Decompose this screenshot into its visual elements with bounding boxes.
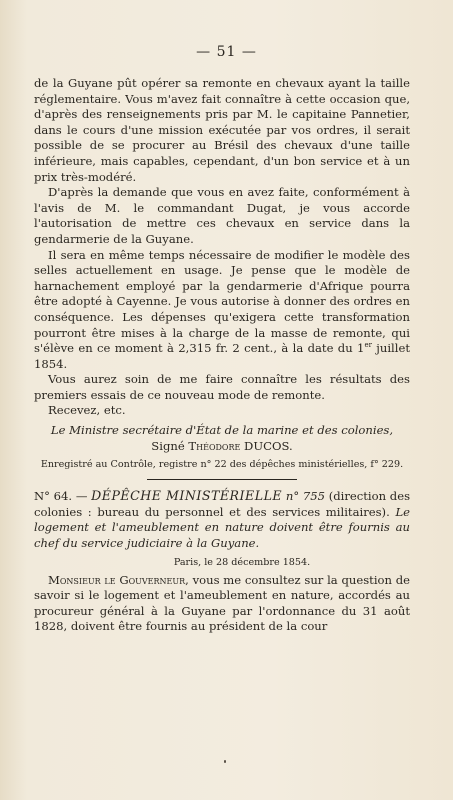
- closing-line: Recevez, etc.: [48, 403, 126, 418]
- signature-title: Le Ministre secrétaire d'État de la marine et des colonies,: [50, 423, 394, 438]
- paragraph-3: [34, 248, 410, 373]
- ordinal-superscript: er: [364, 341, 372, 350]
- text-body: [34, 76, 410, 635]
- paragraph-2: D'après la demande que vous en avez faite, conformément à l'avis de M. le commandant Dugat, je vous accorde l'autorisation de mettre ces chevaux en service dans la gendarmerie de la Guyane.: [34, 185, 410, 246]
- dispatch-date: Paris, le 28 décembre 1854.: [173, 556, 311, 568]
- registration-note: Enregistré au Contrôle, registre n° 22 des dépêches ministérielles, f° 229.: [40, 459, 404, 471]
- dispatch-body: [34, 573, 410, 635]
- dispatch-direction: (direction des colonies : bureau du personnel et des services militaires).: [34, 489, 411, 519]
- section-divider: [147, 479, 297, 480]
- dispatch-subject: Le logement et l'ameublement en nature doivent être fournis au chef du service judiciaire à la Guyane.: [34, 504, 411, 551]
- paragraph-1: de la Guyane pût opérer sa remonte en chevaux ayant la taille réglementaire. Vous m'avez fait connaître à cette occasion que, d'après des renseignements pris par M. le capitaine Pannetier, dans le cours d'une mission exécutée par vos ordres, il serait possible de se procurer au Brésil des chevaux d'une taille inférieure, mais capables, cependant, d'un bon service et à un prix très-modéré.: [34, 76, 410, 184]
- paragraph-3-text: Il sera en même temps nécessaire de modifier le modèle des selles actuellement en usage. Je pense que le modèle de harnachement employé par la gendarmerie d'Afrique pourra être adopté à Cayenne. Je vous autorise à donner des ordres en conséquence. Les dépenses qu'exigera cette transformation pourront être mises à la charge de la masse de remonte, qui s'élève en ce moment à 2,315 fr. 2 cent., à la date du 1: [34, 247, 410, 356]
- dispatch-number: N° 64. —: [34, 489, 88, 504]
- dispatch-salutation: Monsieur le Gouverneur,: [48, 572, 189, 587]
- dispatch-heading: [34, 488, 410, 551]
- page-mark: [224, 760, 226, 763]
- dispatch-number-ref: n° 755: [285, 489, 325, 504]
- paragraph-3-end: juillet 1854.: [34, 341, 410, 371]
- paragraph-4: Vous aurez soin de me faire connaître les résultats des premiers essais de ce nouveau mode de remonte.: [34, 372, 410, 402]
- page-number-header: — 51 —: [196, 44, 257, 60]
- dispatch-body-text: vous me consultez sur la question de savoir si le logement et l'ameublement en nature, accordés au procureur général à la Guyane par l'ordonnance du 31 août 1828, doivent être fournis au président de la cour: [34, 572, 411, 634]
- signature-prefix: Signé: [151, 438, 185, 453]
- signature-line: [34, 439, 410, 455]
- dispatch-title: DÉPÊCHE MINISTÉRIELLE: [91, 488, 283, 504]
- signature-name: Théodore DUCOS.: [188, 438, 293, 453]
